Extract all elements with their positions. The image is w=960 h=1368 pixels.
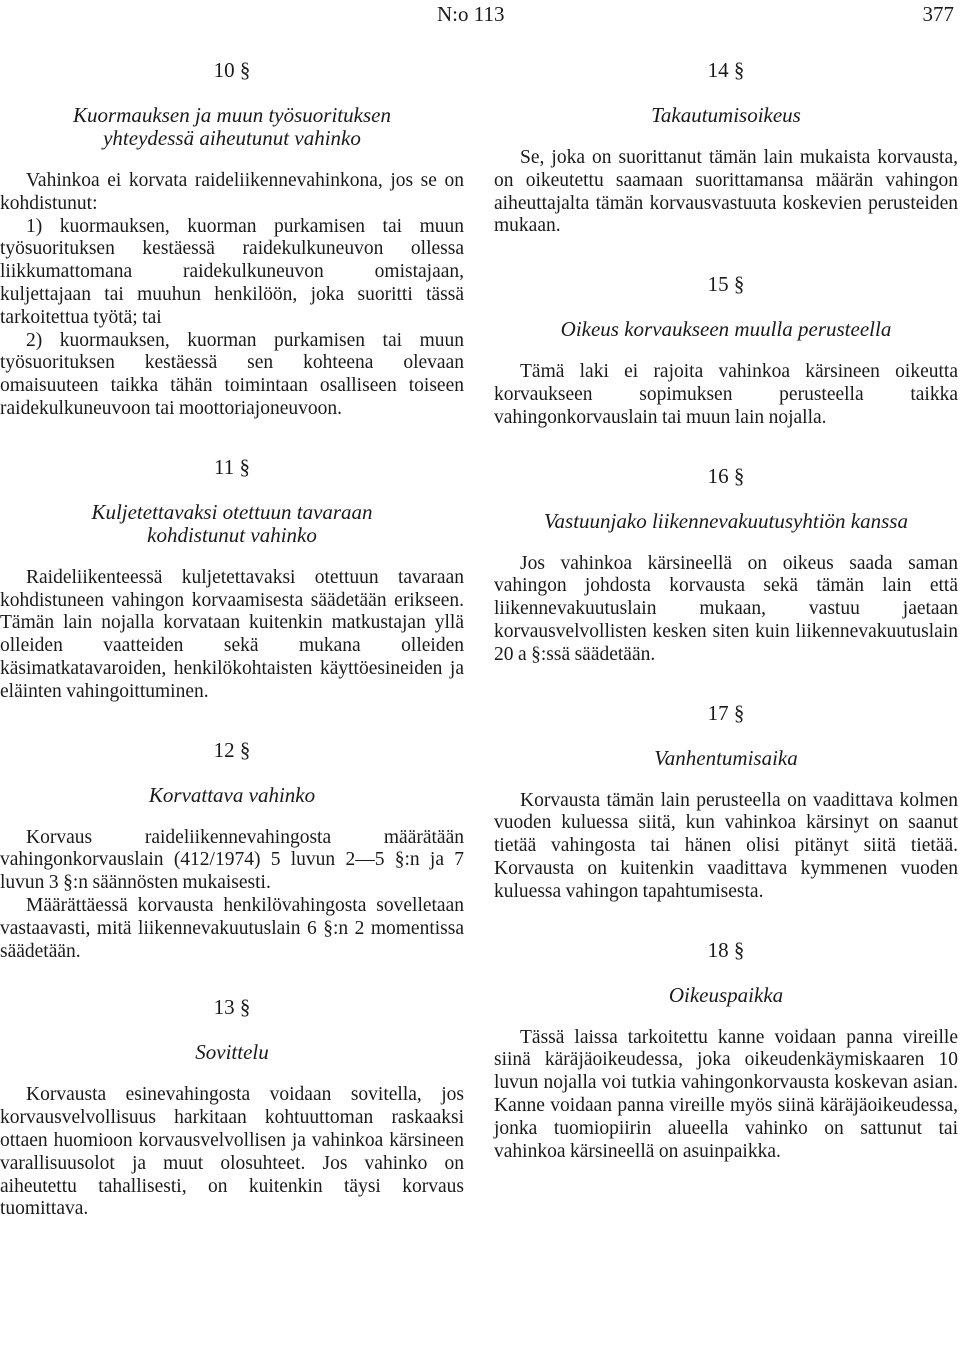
- issue-number: N:o 113: [437, 2, 505, 26]
- paragraph: Tässä laissa tarkoitettu kanne voidaan panna vireille siinä käräjäoikeudessa, joka oikeudenkäymiskaaren 10 luvun nojalla voi tutkia vahingonkorvausta koskevan asian. Kanne voidaan panna vireille myös siinä käräjäoikeudessa, jonka tuomiopiirin alueella vahinko on sattunut tai vahinkoa kärsineellä on asuinpaikka.: [494, 1026, 958, 1162]
- section-number: 11 §: [214, 454, 250, 479]
- paragraph: Raideliikenteessä kuljetettavaksi otettuun tavaraan kohdistuneen vahingon korvaamisesta säädetään erikseen. Tämän lain nojalla korvataan kuitenkin matkustajan yllä olleiden vaatteiden sekä mukana olleiden käsimatkatavaroiden, henkilökohtaisten käyttöesineiden ja eläinten vahingoittuminen.: [0, 566, 464, 702]
- left-column: [0, 58, 464, 1221]
- paragraph: Tämä laki ei rajoita vahinkoa kärsineen oikeutta korvaukseen sopimuksen perusteella taikka vahingonkorvauslain tai muun lain nojalla.: [494, 361, 958, 428]
- section-17: [494, 701, 958, 904]
- section-title: Oikeus korvaukseen muulla perusteella: [560, 317, 892, 342]
- paragraph: Vahinkoa ei korvata raideliikennevahinkona, jos se on kohdistunut:: [0, 170, 464, 214]
- section-title: Kuljetettavaksi otettuun tavaraan kohdistunut vahinko: [91, 499, 373, 547]
- section-title: Sovittelu: [195, 1040, 269, 1065]
- section-number: 10 §: [213, 58, 251, 82]
- paragraph: 2) kuormauksen, kuorman purkamisen tai muun työsuorituksen kestäessä sen kohteena olevaan omaisuuteen taikka tähän toimintaan osalliseen toiseen raidekulkuneuvoon tai moottoriajoneuvoon.: [0, 329, 464, 419]
- page-number: 377: [922, 2, 954, 26]
- section-number: 17 §: [707, 700, 745, 725]
- section-title: Kuormauksen ja muun työsuorituksen yhteydessä aiheutunut vahinko: [73, 103, 391, 150]
- paragraph: Se, joka on suorittanut tämän lain mukaista korvausta, on oikeutettu saamaan suorittamansa määrän vahingon aiheuttajalta tämän korvausvastuuta koskevien perusteiden mukaan.: [494, 147, 958, 237]
- section-13: [0, 995, 464, 1221]
- section-number: 13 §: [213, 995, 251, 1020]
- section-title: Korvattava vahinko: [148, 782, 316, 807]
- section-12: [0, 738, 464, 964]
- section-16: [494, 464, 958, 667]
- right-column: [494, 58, 958, 1163]
- paragraph: Jos vahinkoa kärsineellä on oikeus saada saman vahingon johdosta korvausta sekä tämän lain että liikennevakuutuslain mukaan, vastuu jaetaan korvausvelvollisten kesken siten kuin liikennevakuutuslain 20 a §:ssä säädetään.: [494, 552, 958, 665]
- paragraph: 1) kuormauksen, kuorman purkamisen tai muun työsuorituksen kestäessä raidekulkuneuvon ollessa liikkumattomana raidekulkuneuvon omistajaan, kuljettajaan tai muuhun henkilöön, joka suoritti tässä tarkoitettua työtä; tai: [0, 215, 464, 328]
- paragraph: Korvaus raideliikennevahingosta määrätään vahingonkorvauslain (412/1974) 5 luvun 2—5 §:n ja 7 luvun 3 §:n säännösten mukaisesti.: [0, 826, 464, 894]
- section-number: 12 §: [213, 737, 251, 762]
- section-15: [494, 272, 958, 429]
- section-number: 15 §: [707, 272, 745, 297]
- section-14: [494, 58, 958, 238]
- section-11: [0, 455, 464, 704]
- section-title: Oikeuspaikka: [668, 982, 784, 1007]
- section-10: [0, 58, 464, 421]
- paragraph: Määrättäessä korvausta henkilövahingosta sovelletaan vastaavasti, mitä liikennevakuutuslain 6 §:n 2 momentissa säädetään.: [0, 894, 464, 962]
- section-title: Vanhentumisaika: [654, 745, 798, 770]
- section-18: [494, 938, 958, 1164]
- page-header: [0, 2, 960, 28]
- section-number: 16 §: [707, 463, 745, 488]
- section-number: 18 §: [707, 937, 745, 962]
- section-title: Vastuunjako liikennevakuutusyhtiön kanssa: [544, 508, 908, 533]
- paragraph: Korvausta esinevahingosta voidaan sovitella, jos korvausvelvollisuus harkitaan kohtuuttoman raskaaksi ottaen huomioon korvausvelvollisen ja vahinkoa kärsineen varallisuusolot ja muut olosuhteet. Jos vahinko on aiheutettu tahallisesti, on kuitenkin täysi korvaus tuomittava.: [0, 1084, 464, 1220]
- section-title: Takautumisoikeus: [651, 103, 801, 127]
- section-number: 14 §: [707, 58, 745, 82]
- paragraph: Korvausta tämän lain perusteella on vaadittava kolmen vuoden kuluessa siitä, kun vahinkoa kärsinyt on saanut tietää vahingosta tai hänen olisi pitänyt siitä tietää. Korvausta on kuitenkin vaadittava kymmenen vuoden kuluessa vahingon tapahtumisesta.: [494, 789, 958, 902]
